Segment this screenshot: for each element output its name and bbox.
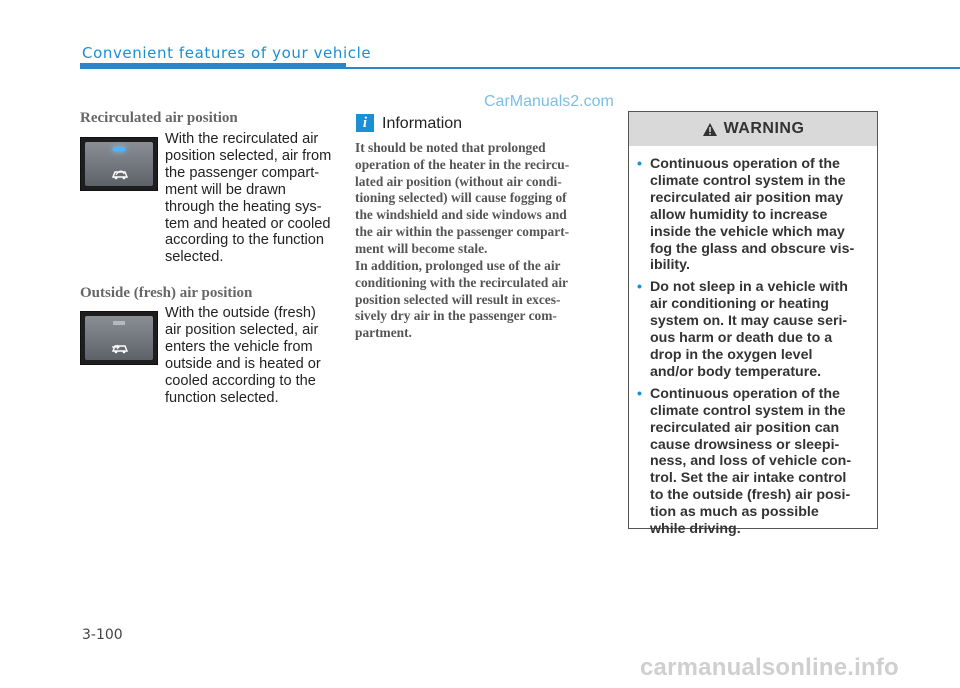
warning-line: inside the vehicle which may [650,223,845,240]
warning-line: Do not sleep in a vehicle with [650,279,848,296]
warning-item [637,156,869,274]
info-title: Information [382,115,463,132]
header-bar-thin [345,67,960,69]
recirculate-car-icon [111,168,129,180]
info-line: sively dry air in the passenger com- [355,308,557,324]
info-line: ment will become stale. [355,240,488,256]
bullet-icon: • [637,156,642,172]
warning-line: air conditioning or heating [650,296,829,313]
header-title: Convenient features of your vehicle [82,44,372,62]
fresh-air-car-icon [111,342,129,354]
warning-line: fog the glass and obscure vis- [650,240,855,257]
outside-heading: Outside (fresh) air position [80,285,253,301]
warning-list [629,146,877,538]
info-line: It should be noted that prolonged [355,140,546,155]
info-line: position selected will result in exces- [355,291,561,307]
recirculate-button-image [80,137,158,191]
warning-line: while driving. [650,521,741,538]
outside-line: outside and is heated or [165,355,321,372]
warning-line: tion as much as possible [650,504,819,521]
watermark-bottom[interactable]: carmanualsonline.info [640,654,899,681]
warning-line: climate control system in the [650,172,846,189]
warning-line: recirculated air position can [650,419,840,436]
warning-header [629,112,877,146]
recirculated-line: through the heating sys- [165,198,322,215]
warning-line: allow humidity to increase [650,206,828,223]
warning-line: cause drowsiness or sleepi- [650,436,840,453]
recirculated-line: selected. [165,249,224,266]
info-paragraph-1 [355,140,605,258]
warning-box [628,111,878,538]
info-line: tioning selected) will cause fogging of [355,190,567,206]
outside-line: cooled according to the [165,372,316,389]
warning-label: WARNING [723,120,805,137]
info-icon: i [356,114,374,132]
recirculated-heading: Recirculated air position [80,110,238,126]
recirculated-line: position selected, air from [165,147,332,164]
warning-line: climate control system in the [650,402,846,419]
warning-line: system on. It may cause seri- [650,313,848,330]
warning-line: drop in the oxygen level [650,346,813,363]
outside-line: enters the vehicle from [165,338,313,355]
outside-line: function selected. [165,389,279,406]
outside-line: air position selected, air [165,321,319,338]
warning-line: Continuous operation of the [650,156,840,172]
header-bar-thick [80,63,346,69]
bullet-icon: • [637,279,642,296]
warning-triangle-icon [702,122,718,137]
indicator-light-on-icon [113,147,125,151]
watermark-top[interactable]: CarManuals2.com [484,93,614,110]
recirculated-body [165,131,335,266]
indicator-light-off-icon [113,321,125,325]
info-line: lated air position (without air condi- [355,173,562,189]
bullet-icon: • [637,385,642,402]
warning-line: Continuous operation of the [650,385,840,402]
recirculated-line: ment will be drawn [165,181,286,198]
recirculated-line: tem and heated or cooled [165,215,331,232]
warning-item [637,386,869,538]
warning-line: to the outside (fresh) air posi- [650,487,851,504]
warning-line: and/or body temperature. [650,363,822,380]
info-line: the windshield and side windows and [355,207,567,223]
warning-line: ous harm or death due to a [650,330,833,347]
warning-line: recirculated air position may [650,189,844,206]
info-line: partment. [355,325,412,341]
outside-line: With the outside (fresh) [165,305,316,321]
warning-item [637,279,869,380]
warning-line: ness, and loss of vehicle con- [650,453,852,470]
info-line: operation of the heater in the recircu- [355,156,570,172]
warning-line: trol. Set the air intake control [650,470,847,487]
info-line: In addition, prolonged use of the air [355,258,561,273]
recirculated-line: With the recirculated air [165,131,319,147]
warning-line: ibility. [650,257,690,274]
recirculated-line: according to the function [165,232,325,249]
button-face [85,142,153,186]
info-paragraph-2 [355,258,605,342]
page-number: 3-100 [82,627,123,643]
fresh-air-button-image [80,311,158,365]
info-line: the air within the passenger compart- [355,223,570,239]
outside-body [165,305,335,406]
button-face [85,316,153,360]
recirculated-line: the passenger compart- [165,164,320,181]
info-line: conditioning with the recirculated air [355,274,569,290]
